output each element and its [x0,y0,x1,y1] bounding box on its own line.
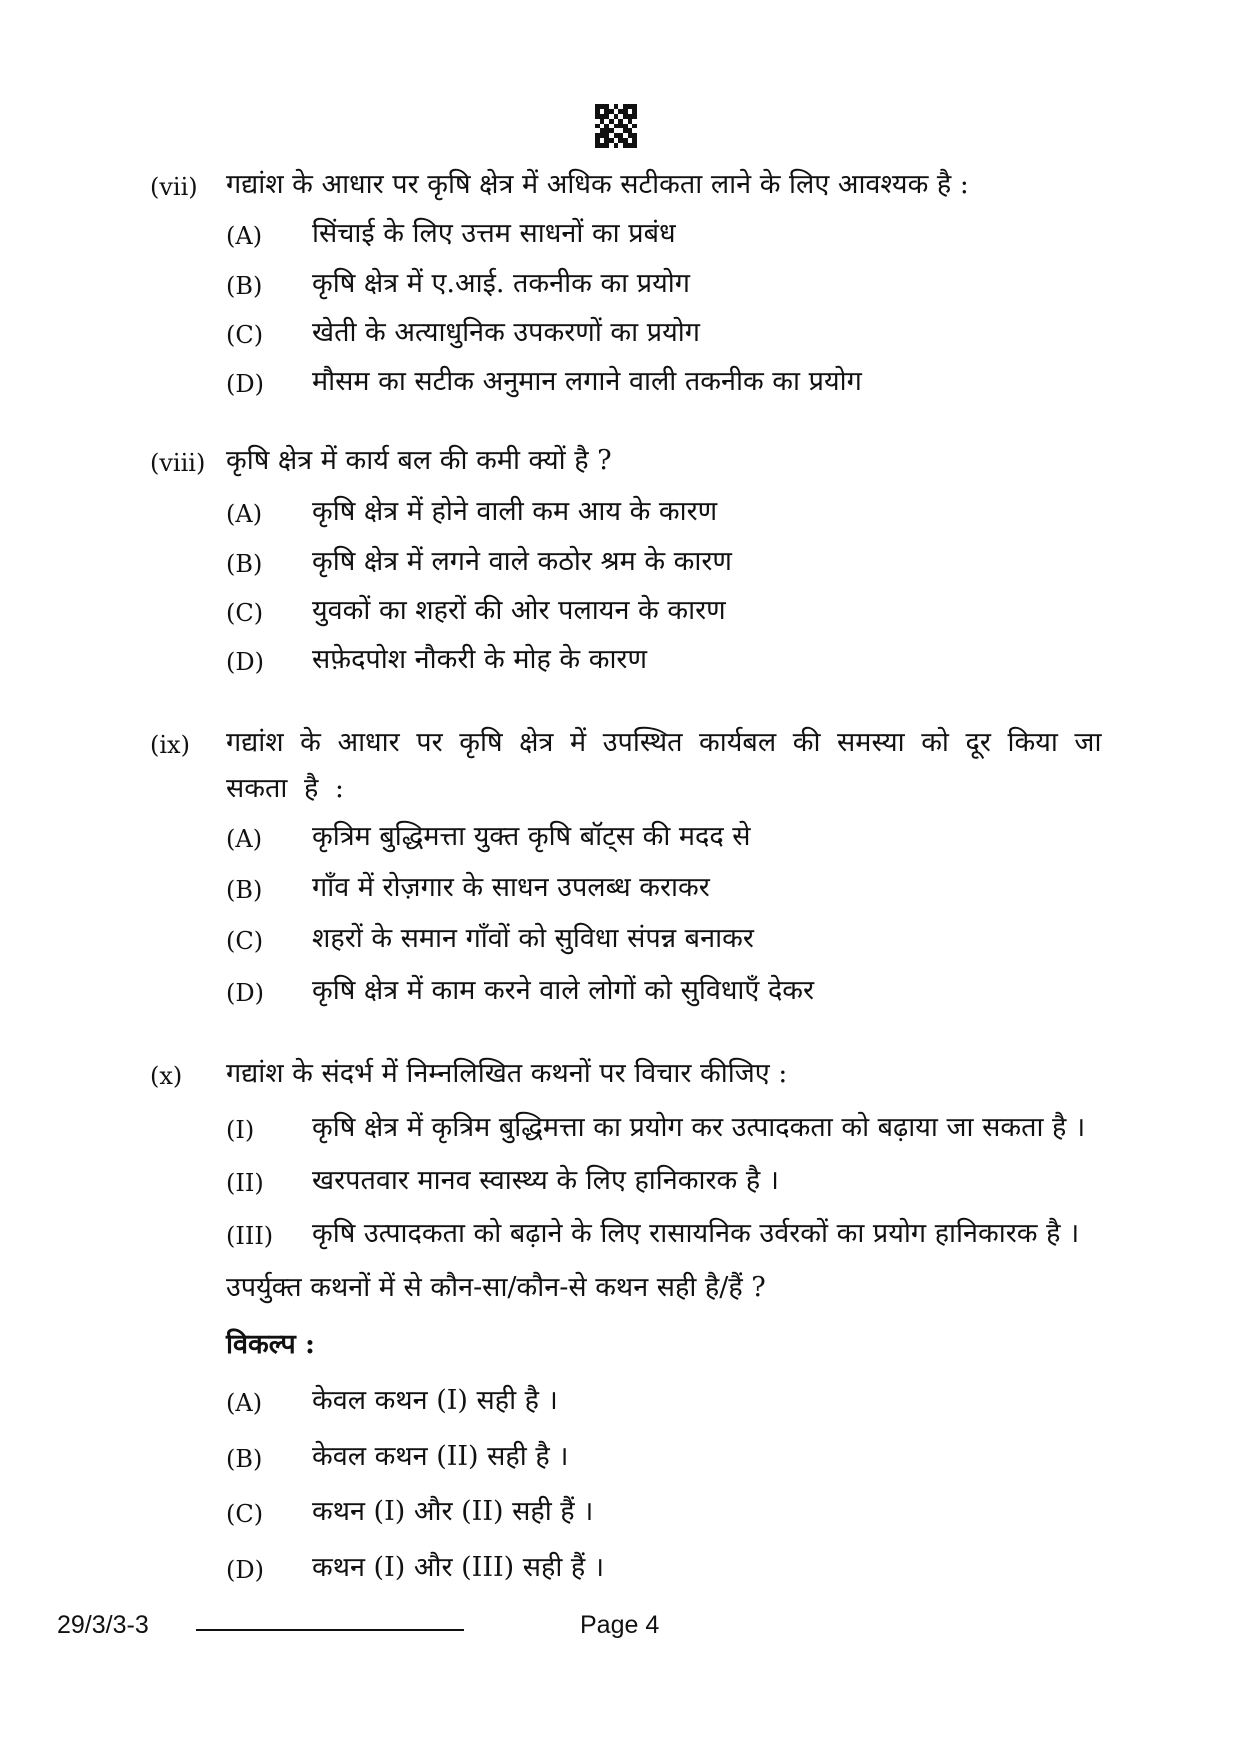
option-text: गाँव में रोज़गार के साधन उपलब्ध कराकर [312,872,710,903]
option-text: कृषि क्षेत्र में ए.आई. तकनीक का प्रयोग [312,268,690,299]
question-text: गद्यांश के आधार पर कृषि क्षेत्र में अधिक सटीकता लाने के लिए आवश्यक है : [226,169,969,200]
option-text: कृषि क्षेत्र में होने वाली कम आय के कारण [312,496,718,527]
question-number: (ix) [150,731,190,759]
option-text: कथन (I) और (II) सही हैं । [312,1496,594,1527]
option-label: (C) [226,321,264,349]
question-number: (vii) [150,173,198,201]
option-label: (D) [226,370,264,398]
option-label: (B) [226,876,263,904]
option-label: (A) [226,1389,263,1417]
footer-divider [196,1629,464,1631]
option-label: (A) [226,500,263,528]
question-text: गद्यांश के आधार पर कृषि क्षेत्र में उपस्थित कार्यबल की समस्या को दूर किया जा सकता है : [226,727,1102,804]
option-label: (B) [226,272,263,300]
option-label: (C) [226,599,264,627]
statement-text: कृषि उत्पादकता को बढ़ाने के लिए रासायनिक उर्वरकों का प्रयोग हानिकारक है । [312,1218,1080,1249]
question-text: गद्यांश के संदर्भ में निम्नलिखित कथनों पर विचार कीजिए : [226,1058,788,1089]
option-text: केवल कथन (I) सही है । [312,1385,558,1416]
option-label: (A) [226,222,263,250]
option-label: (D) [226,1556,264,1584]
option-text: खेती के अत्याधुनिक उपकरणों का प्रयोग [312,317,700,348]
option-label: (C) [226,927,264,955]
option-text: मौसम का सटीक अनुमान लगाने वाली तकनीक का प्रयोग [312,366,862,397]
statement-prompt: उपर्युक्त कथनों में से कौन-सा/कौन-से कथन सही है/हैं ? [226,1272,766,1303]
question-text: कृषि क्षेत्र में कार्य बल की कमी क्यों है ? [226,445,612,476]
question-number: (x) [150,1062,183,1090]
paper-code: 29/3/3-3 [57,1611,149,1639]
option-text: केवल कथन (II) सही है । [312,1441,569,1472]
option-text: कृषि क्षेत्र में लगने वाले कठोर श्रम के कारण [312,546,732,577]
statement-label: (I) [226,1116,255,1144]
option-label: (A) [226,825,263,853]
option-label: (D) [226,648,264,676]
option-text: कृषि क्षेत्र में काम करने वाले लोगों को सुविधाएँ देकर [312,975,815,1006]
option-text: कथन (I) और (III) सही हैं । [312,1552,605,1583]
option-text: युवकों का शहरों की ओर पलायन के कारण [312,595,726,626]
option-text: सिंचाई के लिए उत्तम साधनों का प्रबंध [312,218,676,249]
option-label: (D) [226,979,264,1007]
option-text: कृत्रिम बुद्धिमत्ता युक्त कृषि बॉट्स की मदद से [312,821,751,852]
statement-text: कृषि क्षेत्र में कृत्रिम बुद्धिमत्ता का प्रयोग कर उत्पादकता को बढ़ाया जा सकता है । [312,1112,1086,1143]
options-heading: विकल्प : [226,1329,316,1360]
question-number: (viii) [150,449,206,477]
option-text: शहरों के समान गाँवों को सुविधा संपन्न बनाकर [312,923,754,954]
qr-code [595,104,637,148]
option-text: सफ़ेदपोश नौकरी के मोह के कारण [312,644,647,675]
option-label: (B) [226,550,263,578]
page-number: Page 4 [580,1611,660,1639]
option-label: (B) [226,1445,263,1473]
statement-label: (II) [226,1169,264,1197]
statement-text: खरपतवार मानव स्वास्थ्य के लिए हानिकारक है । [312,1165,780,1196]
option-label: (C) [226,1500,264,1528]
statement-label: (III) [226,1222,274,1250]
